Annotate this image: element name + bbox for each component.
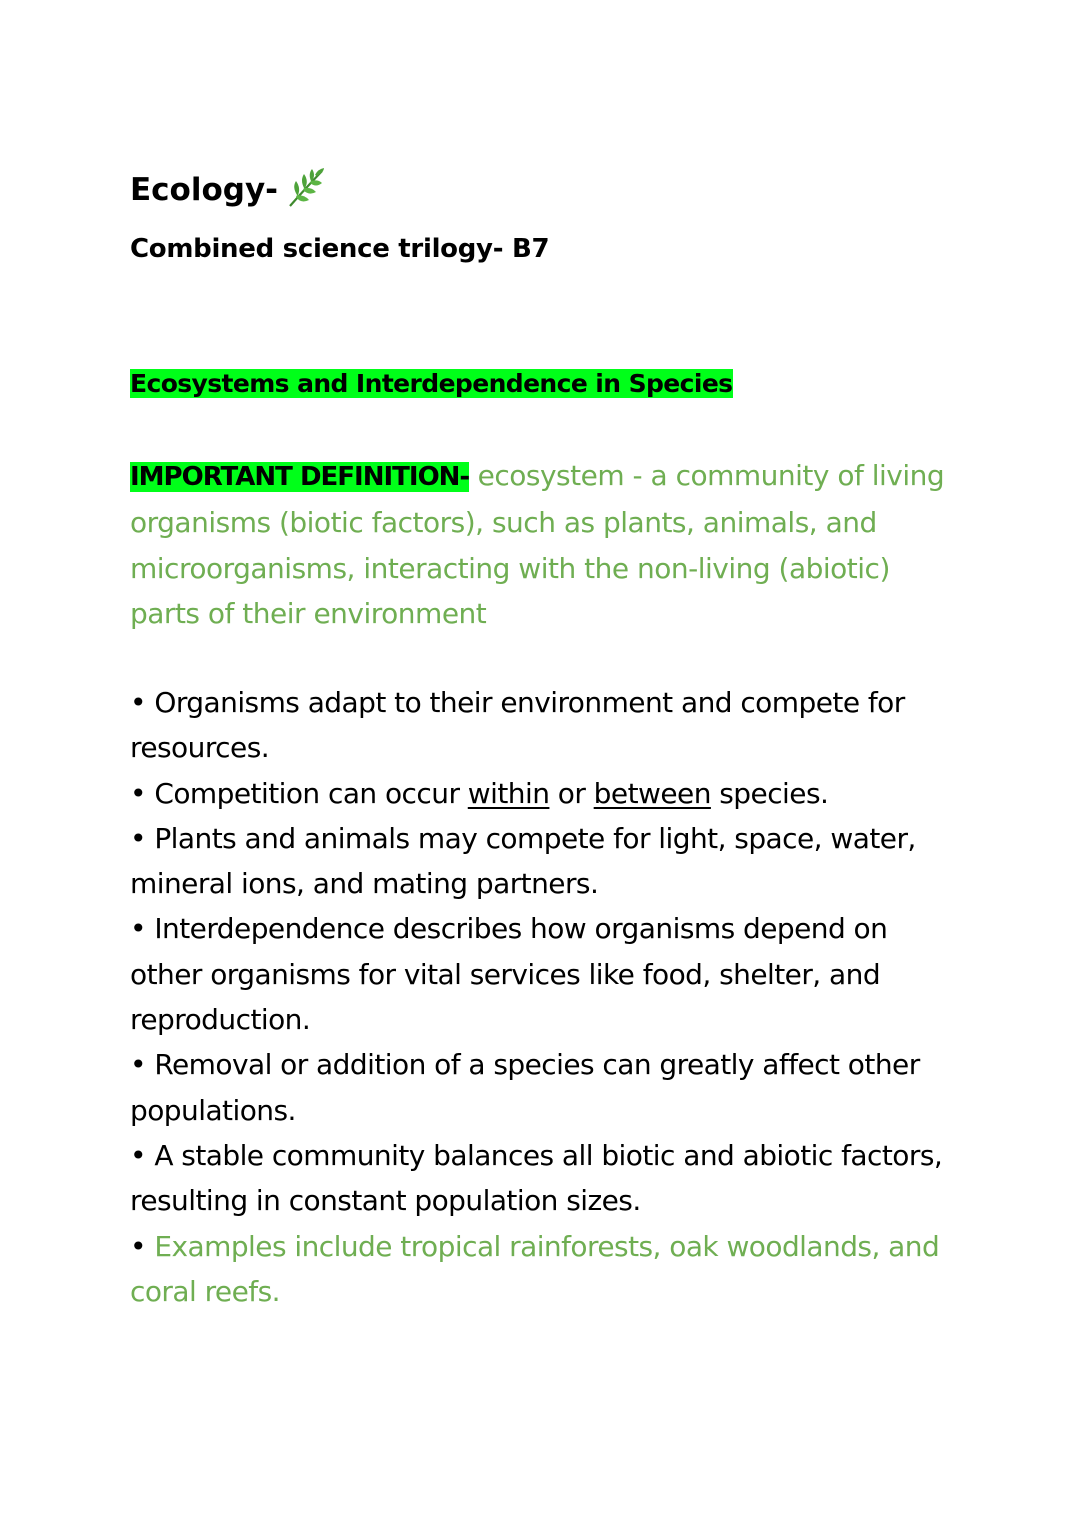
underlined-word-between: between	[593, 776, 711, 810]
bullet-text: Competition can occur	[154, 776, 460, 810]
bullet-text: Interdependence describes how organisms depend on other organisms for vital services like food, shelter, and reproduction.	[130, 912, 888, 1037]
bullet-text: Examples include tropical rainforests, oak woodlands, and coral reefs.	[130, 1229, 940, 1308]
page-title	[130, 166, 328, 214]
bullet-text: Organisms adapt to their environment and compete for resources.	[130, 686, 905, 765]
definition-text: ecosystem - a community of living organisms (biotic factors), such as plants, animals, and microorganisms, interacting with the non-living (abiotic) parts of their environment	[130, 459, 945, 630]
bullet-marker: •	[130, 912, 146, 946]
bullet-marker: •	[130, 686, 146, 719]
definition-paragraph	[130, 453, 950, 636]
bullet-list	[130, 680, 960, 1314]
bullet-marker: •	[130, 1138, 146, 1172]
definition-label: IMPORTANT DEFINITION-	[130, 462, 470, 492]
list-item	[130, 906, 960, 1042]
bullet-marker: •	[130, 1229, 146, 1263]
bullet-marker: •	[130, 776, 146, 810]
list-item	[130, 1042, 960, 1133]
list-item	[130, 1224, 960, 1315]
bullet-text: Removal or addition of a species can greatly affect other populations.	[130, 1048, 920, 1127]
section-heading	[130, 364, 733, 404]
bullet-text: or	[557, 776, 586, 810]
list-item	[130, 1133, 960, 1224]
bullet-text: Plants and animals may compete for light, space, water, mineral ions, and mating partners.	[130, 821, 916, 901]
subtitle: Combined science trilogy- B7	[130, 234, 550, 264]
list-item	[130, 816, 960, 907]
bullet-text: A stable community balances all biotic and abiotic factors, resulting in constant population sizes.	[130, 1138, 943, 1218]
underlined-word-within: within	[467, 776, 550, 810]
list-item	[130, 771, 960, 816]
bullet-text: species.	[719, 776, 829, 810]
leaf-icon	[284, 166, 328, 210]
bullet-marker: •	[130, 1048, 146, 1082]
section-heading-text: Ecosystems and Interdependence in Species	[130, 369, 733, 398]
title-text: Ecology-	[130, 172, 279, 208]
list-item	[130, 680, 960, 771]
bullet-marker: •	[130, 821, 146, 855]
